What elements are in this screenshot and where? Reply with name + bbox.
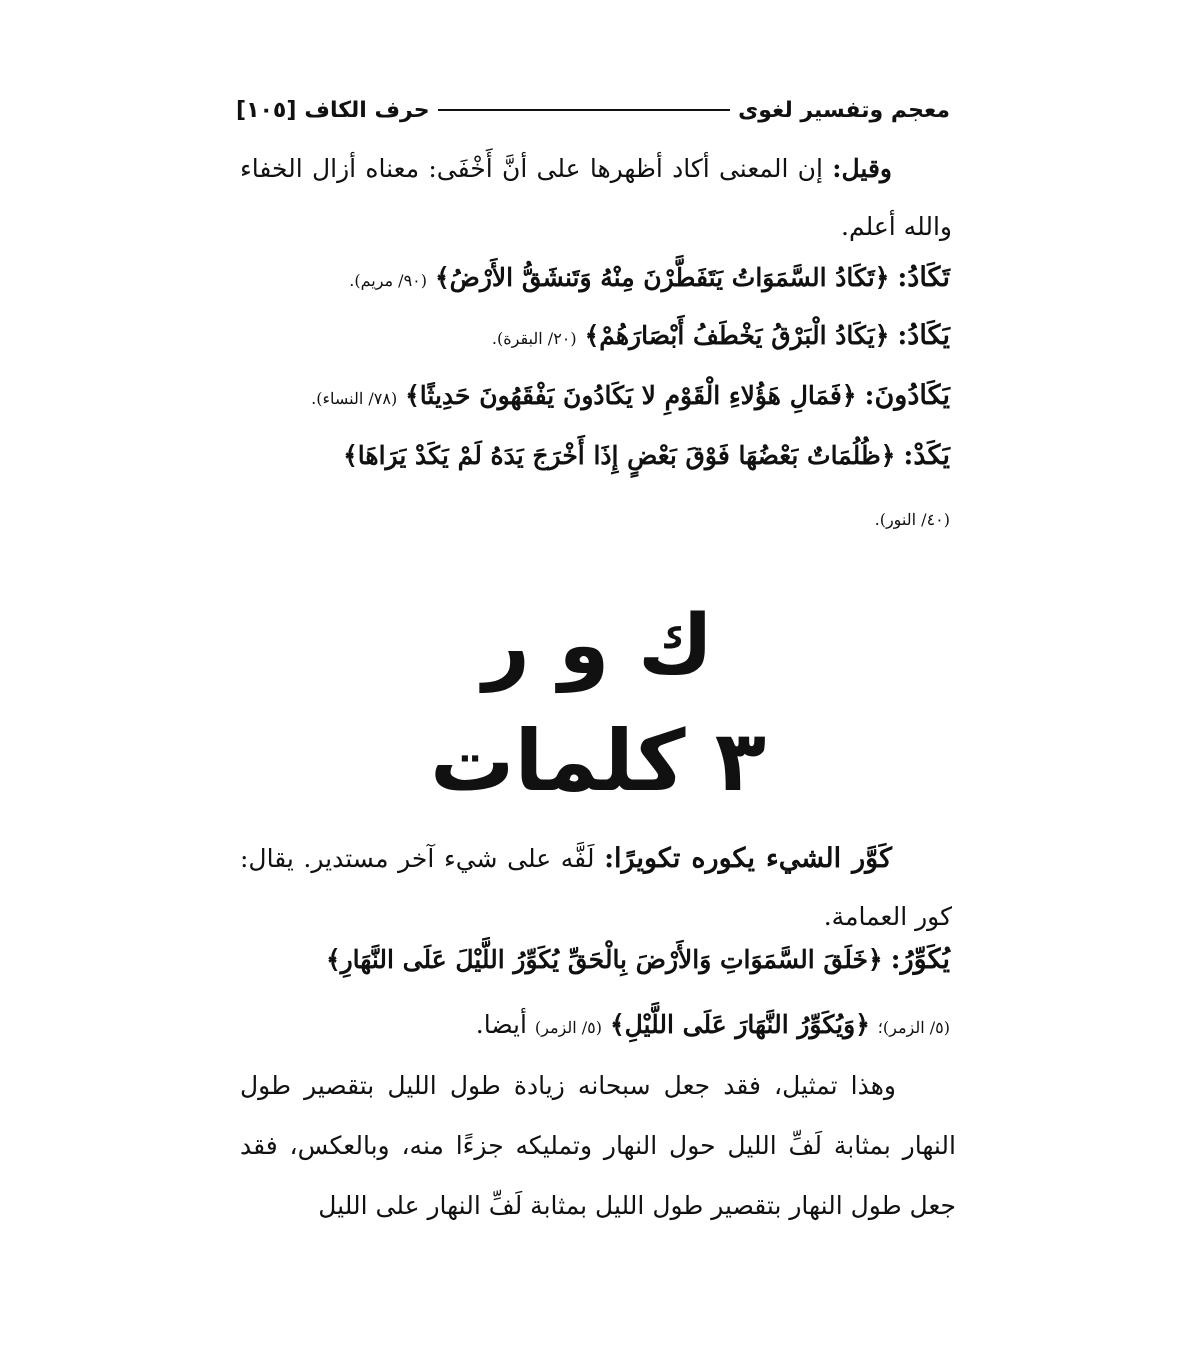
entry-word: يَكَادُ:	[897, 320, 950, 351]
running-header	[236, 93, 950, 127]
entry-ref: (٥/ الزمر)؛	[877, 1018, 950, 1037]
entry-ayah: ﴿تَكَادُ السَّمَوَاتُ يَتَفَطَّرْنَ مِنْهُ وَتَنشَقُّ الأَرْضُ﴾	[434, 263, 890, 292]
header-rule	[438, 109, 730, 111]
intro-lead: وقيل:	[832, 154, 892, 183]
entry-yukawwir	[326, 944, 950, 975]
entry-takadu	[349, 262, 950, 293]
definition-text	[240, 830, 952, 946]
entry-ref: (٤٠/ النور).	[874, 510, 950, 529]
intro-text	[240, 140, 952, 256]
entry-ayah: ﴿ظُلُمَاتٌ بَعْضُهَا فَوْقَ بَعْضٍ إِذَا أَخْرَجَ يَدَهُ لَمْ يَكَدْ يَرَاهَا﴾	[343, 441, 896, 470]
entry-ref: (٩٠/ مريم).	[349, 271, 428, 290]
entry-yakadun	[311, 380, 950, 411]
entry-yakad-ref-line	[875, 502, 950, 531]
entry-tail: أيضا.	[475, 1010, 527, 1039]
entry-word: يَكَادُونَ:	[864, 380, 950, 411]
root-heading: ك و ر	[482, 598, 714, 693]
closing-paragraph	[240, 1056, 956, 1236]
entry-ayah-second: ﴿وَيُكَوِّرُ النَّهَارَ عَلَى اللَّيْلِ﴾	[609, 1010, 870, 1039]
root-word-count: ٣ كلمات	[430, 712, 766, 810]
entry-word: يُكَوِّرُ:	[890, 944, 950, 975]
entry-ref-second: (٥/ الزمر)	[534, 1018, 602, 1037]
definition-body: لَفَّه على شيء آخر مستدير. يقال: كور العمامة.	[240, 844, 952, 931]
page-number: [١٠٥]	[236, 97, 297, 123]
entry-word: تَكَادُ:	[897, 262, 950, 293]
book-title: معجم وتفسير لغوى	[738, 97, 950, 123]
entry-yakad	[343, 440, 950, 471]
entry-word: يَكَدْ:	[903, 440, 950, 471]
entry-ayah: ﴿فَمَالِ هَؤُلاءِ الْقَوْمِ لا يَكَادُونَ يَفْقَهُونَ حَدِيثًا﴾	[405, 381, 857, 410]
entry-yakadu	[492, 320, 950, 351]
definition-lead: كَوَّر الشيء يكوره تكويرًا:	[604, 843, 892, 874]
entry-ref: (٧٨/ النساء).	[311, 389, 398, 408]
entry-yukawwir-line2	[476, 1010, 950, 1039]
definition-paragraph	[240, 830, 952, 946]
chapter-name: حرف الكاف	[304, 97, 430, 123]
intro-paragraph	[240, 140, 952, 256]
entry-ayah: ﴿خَلَقَ السَّمَوَاتِ وَالأَرْضَ بِالْحَقِّ يُكَوِّرُ اللَّيْلَ عَلَى النَّهَارِ﴾	[325, 945, 883, 974]
closing-text: وهذا تمثيل، فقد جعل سبحانه زيادة طول الليل بتقصير طول النهار بمثابة لَفِّ الليل حول النهار وتمليكه جزءًا منه، وبالعكس، فقد جعل طول النهار بتقصير طول الليل بمثابة لَفِّ النهار على الليل	[240, 1071, 956, 1220]
entry-ayah: ﴿يَكَادُ الْبَرْقُ يَخْطَفُ أَبْصَارَهُمْ﴾	[584, 321, 890, 350]
intro-body: إن المعنى أكاد أظهرها على أنَّ أَخْفَى: معناه أزال الخفاء والله أعلم.	[240, 154, 952, 241]
entry-ref: (٢٠/ البقرة).	[491, 329, 577, 348]
